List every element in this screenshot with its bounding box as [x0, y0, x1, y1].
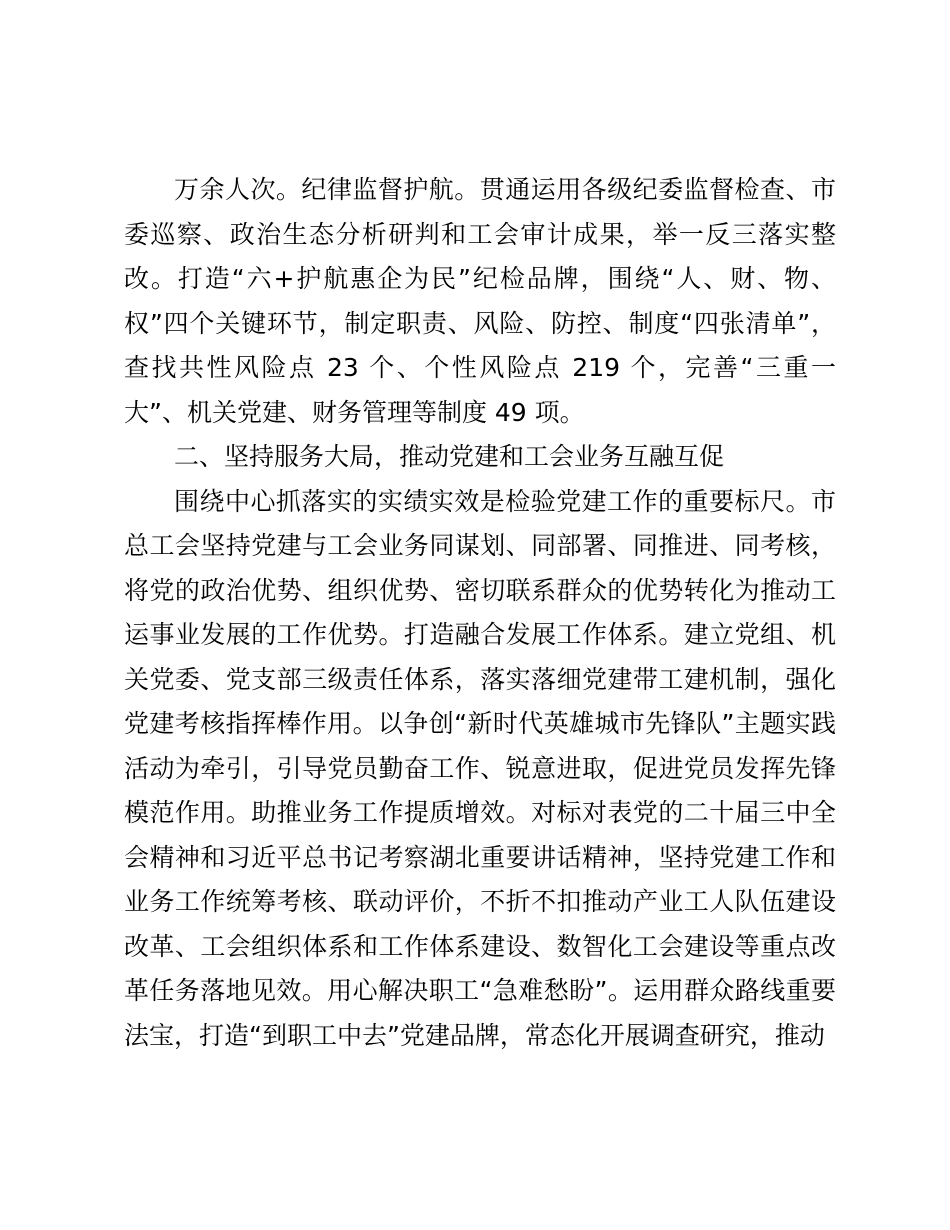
- section-heading: 二、坚持服务大局，推动党建和工会业务互融互促: [174, 442, 725, 471]
- document-body: [124, 168, 836, 1058]
- paragraph-main: 围绕中心抓落实的实绩实效是检验党建工作的重要标尺。市总工会坚持党建与工会业务同谋划、同部署、同推进、同考核，将党的政治优势、组织优势、密切联系群众的优势转化为推动工运事业发展的工作优势。打造融合发展工作体系。建立党组、机关党委、党支部三级责任体系，落实落细党建带工建机制，强化党建考核指挥棒作用。以争创“新时代英雄城市先锋队”主题实践活动为牵引，引导党员勤奋工作、锐意进取，促进党员发挥先锋模范作用。助推业务工作提质增效。对标对表党的二十届三中全会精神和习近平总书记考察湖北重要讲话精神，坚持党建工作和业务工作统筹考核、联动评价，不折不扣推动产业工人队伍建设改革、工会组织体系和工作体系建设、数智化工会建设等重点改革任务落地见效。用心解决职工“急难愁盼”。运用群众路线重要法宝，打造“到职工中去”党建品牌，常态化开展调查研究，推动: [124, 486, 836, 1050]
- paragraph-continuation: 万余人次。纪律监督护航。贯通运用各级纪委监督检查、市委巡察、政治生态分析研判和工会审计成果，举一反三落实整改。打造“六+护航惠企为民”纪检品牌，围绕“人、财、物、权”四个关键环节，制定职责、风险、防控、制度“四张清单”，查找共性风险点 23 个、个性风险点 219 个，完善“三重一大”、机关党建、财务管理等制度 49 项。: [124, 175, 836, 427]
